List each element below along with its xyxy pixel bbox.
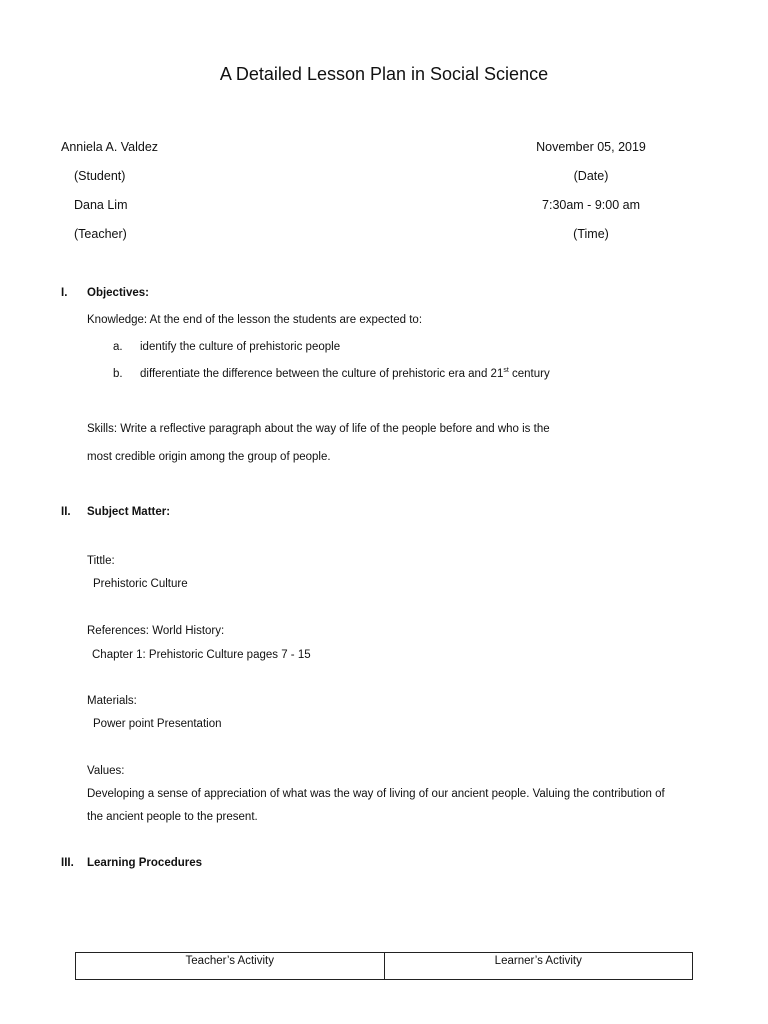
title-value: Prehistoric Culture: [93, 578, 188, 590]
title-label: Tittle:: [87, 555, 115, 567]
document-title: A Detailed Lesson Plan in Social Science: [219, 64, 549, 84]
time-label: (Time): [573, 227, 609, 241]
section-heading-objectives: Objectives:: [87, 287, 149, 299]
student-name: Anniela A. Valdez: [61, 140, 159, 154]
activity-table: [75, 952, 693, 980]
values-text-line-2: the ancient people to the present.: [87, 811, 258, 823]
teacher-activity-header: Teacher’s Activity: [76, 953, 385, 980]
materials-value: Power point Presentation: [93, 718, 222, 730]
list-marker: a.: [113, 341, 123, 353]
learner-activity-header: Learner’s Activity: [384, 953, 693, 980]
materials-label: Materials:: [87, 695, 137, 707]
values-text-line-1: Developing a sense of appreciation of what was the way of living of our ancient people. Valuing the contribution of: [87, 788, 665, 800]
date-value: November 05, 2019: [536, 140, 646, 154]
section-number-subject-matter: II.: [61, 506, 71, 518]
skills-text-line-2: most credible origin among the group of people.: [87, 451, 331, 463]
student-label: (Student): [74, 169, 126, 183]
list-item: identify the culture of prehistoric people: [140, 341, 341, 353]
time-value: 7:30am - 9:00 am: [542, 198, 640, 212]
section-number-learning-procedures: III.: [61, 857, 74, 869]
skills-text-line-1: Skills: Write a reflective paragraph about the way of life of the people before and who is the: [87, 423, 550, 435]
list-marker: b.: [113, 368, 123, 380]
references-label: References: World History:: [87, 625, 225, 637]
list-item: differentiate the difference between the culture of prehistoric era and 21st century: [140, 367, 550, 380]
teacher-label: (Teacher): [74, 227, 127, 241]
knowledge-text: Knowledge: At the end of the lesson the students are expected to:: [87, 314, 423, 326]
values-label: Values:: [87, 765, 125, 777]
teacher-name: Dana Lim: [74, 198, 128, 212]
date-label: (Date): [573, 169, 609, 183]
references-value: Chapter 1: Prehistoric Culture pages 7 - 15: [92, 649, 311, 661]
section-number-objectives: I.: [61, 287, 68, 299]
section-heading-learning-procedures: Learning Procedures: [87, 857, 203, 869]
section-heading-subject-matter: Subject Matter:: [87, 506, 171, 518]
